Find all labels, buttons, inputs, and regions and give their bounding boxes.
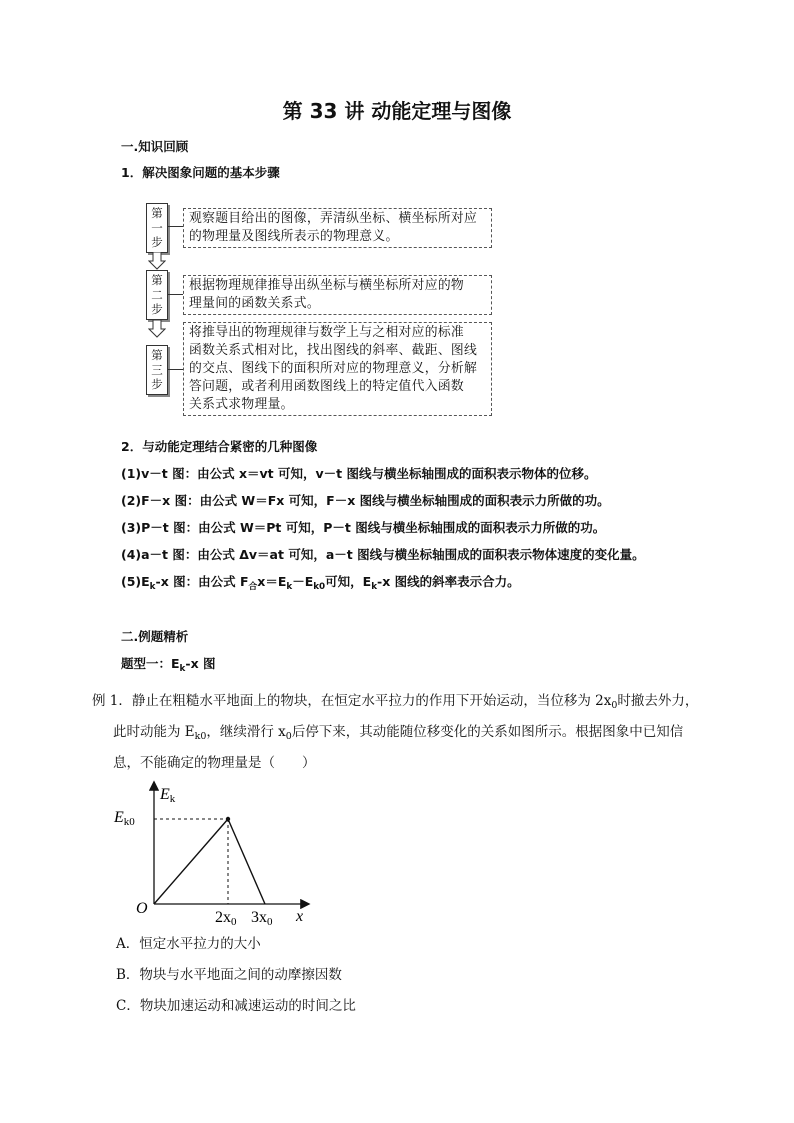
x-tick-2-sub: 0 (267, 916, 273, 925)
graph-item-4: (4)a－t 图：由公式 Δv＝at 可知，a－t 图线与横坐标轴围成的面积表示物体速度的变化量。 (121, 547, 645, 562)
example-text: ，继续滑行 x (206, 724, 286, 740)
graph-item-5 (121, 572, 520, 592)
peak-point (226, 817, 230, 821)
step-3-text-line: 关系式求物理量。 (189, 397, 294, 412)
subheading-graphs: 2．与动能定理结合紧密的几种图像 (121, 439, 318, 454)
y-axis-label (159, 786, 176, 805)
type-heading-part: -x 图 (185, 656, 216, 671)
x-tick-label-2 (251, 909, 273, 925)
example-line-3: 息，不能确定的物理量是（ ） (113, 755, 316, 771)
step-1-text-line: 的物理量及图线所表示的物理意义。 (189, 229, 399, 244)
section-heading-review: 一.知识回顾 (121, 139, 189, 154)
step-3-label-char: 第 (151, 348, 163, 362)
x-tick-1-main: 2x (215, 909, 231, 925)
step-1-label-char: 一 (151, 220, 163, 235)
type-heading-sub: k (179, 664, 186, 674)
step-1-text-line: 观察题目给出的图像，弄清纵坐标、横坐标所对应 (189, 211, 478, 226)
example-line-2 (113, 720, 683, 742)
page-title: 第 33 讲 动能定理与图像 (282, 99, 512, 123)
example-text: 时撤去外力， (617, 693, 699, 709)
origin-label: O (136, 900, 148, 917)
step-2-text-line: 根据物理规律推导出纵坐标与横坐标所对应的物 (189, 278, 465, 293)
option-b: B．物块与水平地面之间的动摩擦因数 (116, 967, 342, 983)
graph-item-1: (1)v－t 图：由公式 x＝vt 可知，v－t 图线与横坐标轴围成的面积表示物体的位移。 (121, 466, 597, 481)
x-tick-1-sub: 0 (231, 916, 237, 925)
item5-sub: k (371, 582, 378, 592)
item5-part: 可知，E (325, 574, 372, 589)
x-tick-label-1 (215, 909, 237, 925)
item5-sub: k (149, 582, 156, 592)
type-heading (121, 654, 215, 674)
graph-item-2: (2)F－x 图：由公式 W＝Fx 可知，F－x 图线与横坐标轴围成的面积表示力所做的功。 (121, 493, 610, 508)
y-tick-label (113, 809, 135, 828)
y-axis-label-sub: k (169, 793, 176, 805)
item5-sub: k (286, 582, 293, 592)
step-3-text-line: 的交点、图线下的面积所对应的物理意义，分析解 (189, 361, 478, 376)
step-3-text-line: 函数关系式相对比，找出图线的斜率、截距、图线 (189, 343, 478, 358)
step-3-label (146, 345, 168, 395)
step-2-label (146, 270, 168, 320)
example-sub: 0 (285, 731, 292, 742)
item5-part: (5)E (121, 574, 150, 589)
step-1-label (146, 203, 168, 253)
step-2-connector (168, 294, 183, 295)
step-3-label-char: 三 (151, 362, 163, 377)
item5-part: -x 图：由公式 F (155, 574, 249, 589)
step-2-box (183, 275, 492, 315)
step-1-label-char: 步 (151, 235, 163, 249)
example-sub: 0 (611, 700, 618, 711)
step-2-label-char: 第 (151, 273, 163, 287)
step-3-connector (168, 369, 183, 370)
x-axis-label: x (296, 908, 304, 925)
step-1-label-char: 第 (151, 206, 163, 220)
down-arrow-icon (148, 320, 166, 338)
step-3-box (183, 322, 492, 416)
example-text: 例 1．静止在粗糙水平地面上的物块，在恒定水平拉力的作用下开始运动，当位移为 2x (92, 693, 612, 709)
ek-line-segment (228, 819, 265, 904)
item5-sub: k0 (313, 582, 326, 592)
example-sub: k0 (194, 731, 207, 742)
down-arrow-icon (148, 252, 166, 270)
option-c: C．物块加速运动和减速运动的时间之比 (116, 998, 356, 1014)
example-line-1 (92, 689, 698, 711)
ek-x-chart (110, 775, 330, 925)
step-2-text-line: 理量间的函数关系式。 (189, 296, 320, 311)
type-heading-part: 题型一：E (121, 656, 180, 671)
step-1-connector (168, 226, 183, 227)
x-tick-2-main: 3x (251, 909, 267, 925)
example-text: 后停下来，其动能随位移变化的关系如图所示。根据图象中已知信 (291, 724, 684, 740)
step-3-label-char: 步 (151, 377, 163, 391)
item5-part: x＝E (257, 574, 287, 589)
example-text: 此时动能为 E (113, 724, 195, 740)
option-a: A．恒定水平拉力的大小 (116, 936, 261, 952)
y-axis-label-main: E (160, 786, 170, 803)
item5-part: －E (292, 574, 314, 589)
item5-part: -x 图线的斜率表示合力。 (377, 574, 520, 589)
y-tick-sub: k0 (123, 816, 135, 828)
step-3-text-line: 答问题，或者利用函数图线上的特定值代入函数 (189, 379, 465, 394)
step-2-label-char: 二 (151, 287, 163, 302)
step-1-box (183, 208, 492, 248)
item5-sub: 合 (248, 582, 258, 592)
section-heading-examples: 二.例题精析 (121, 629, 189, 644)
step-2-label-char: 步 (151, 302, 163, 316)
subheading-steps: 1．解决图象问题的基本步骤 (121, 165, 280, 180)
ek-line-segment (154, 819, 228, 904)
graph-item-3: (3)P－t 图：由公式 W＝Pt 可知，P－t 图线与横坐标轴围成的面积表示力所做的功。 (121, 520, 606, 535)
step-3-text-line: 将推导出的物理规律与数学上与之相对应的标准 (189, 325, 465, 340)
y-tick-main: E (114, 809, 124, 826)
